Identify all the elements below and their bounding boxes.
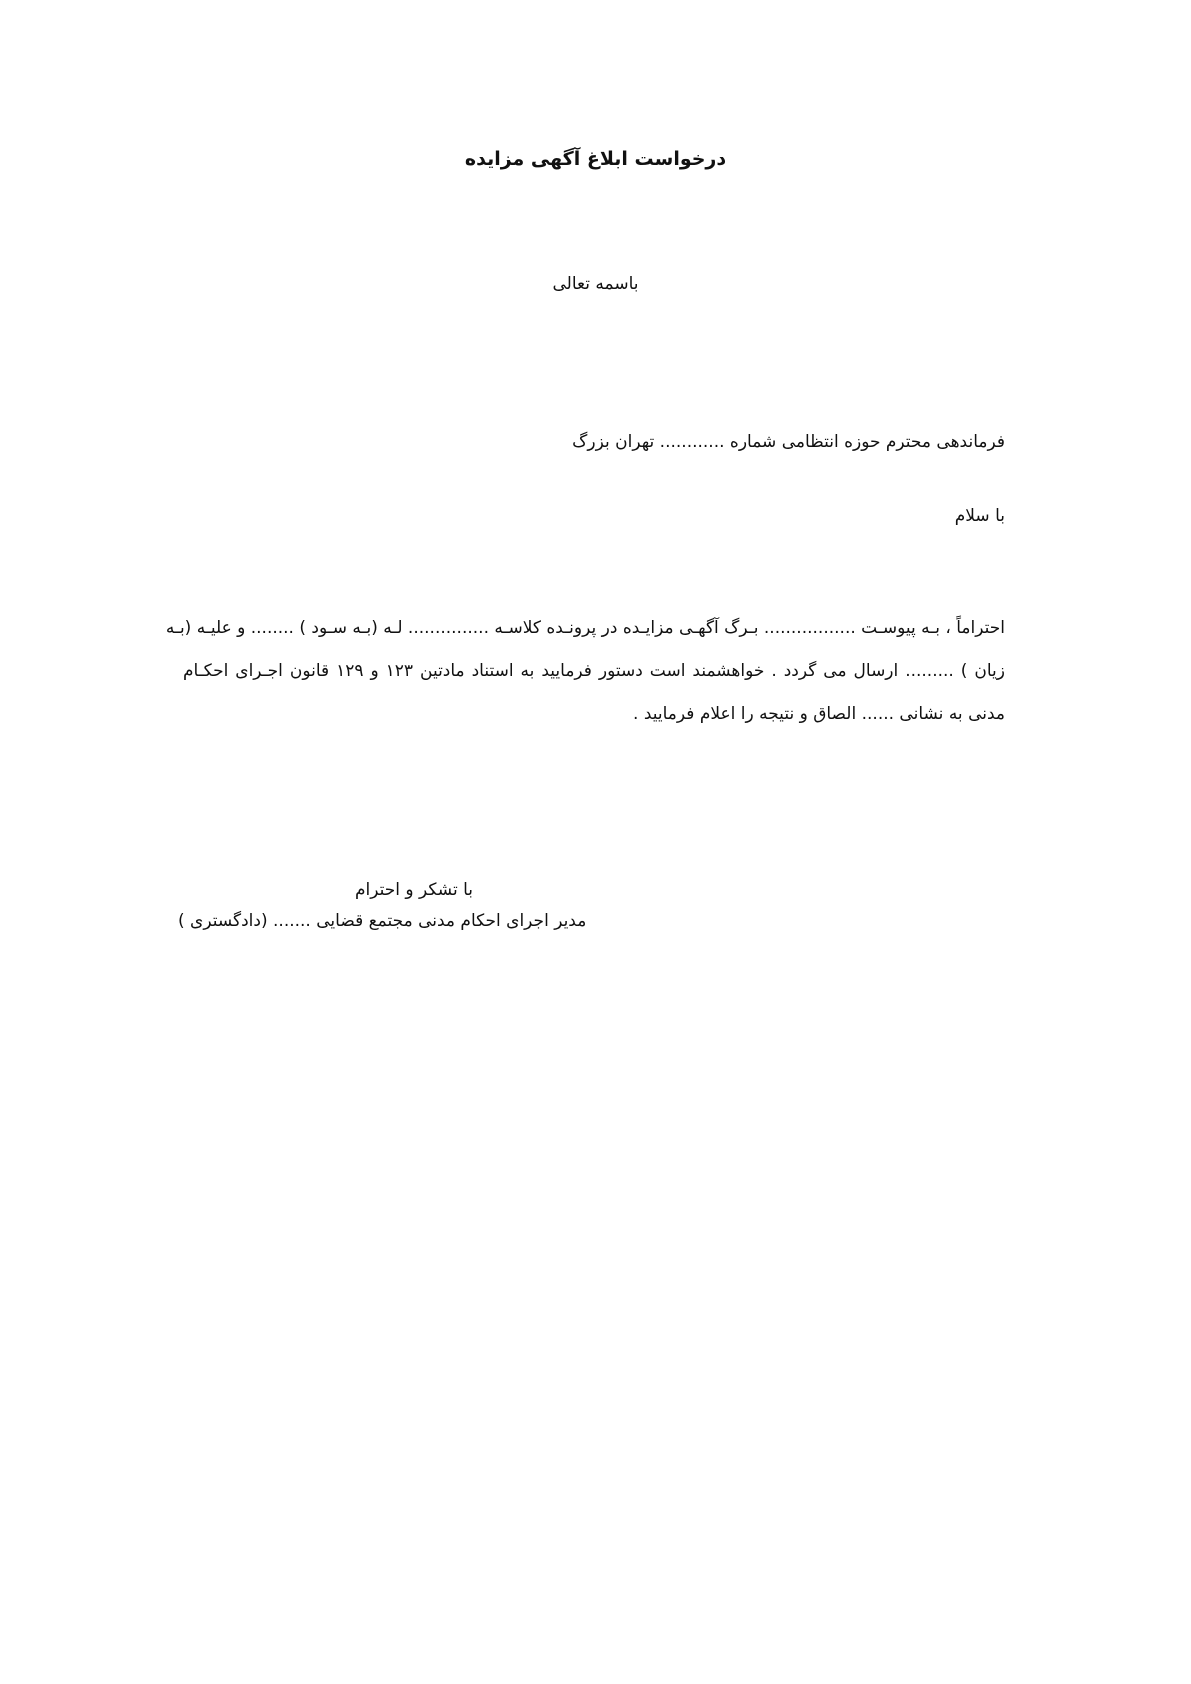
document-title: درخواست ابلاغ آگهی مزایده: [464, 148, 727, 170]
addressee-line: فرماندهی محترم حوزه انتظامی شماره ............ تهران بزرگ: [572, 432, 1005, 452]
signature-line: مدیر اجرای احکام مدنی مجتمع قضایی ....... (دادگستری ): [178, 911, 587, 931]
greeting-line: با سلام: [954, 506, 1005, 526]
closing-line: با تشکر و احترام: [355, 880, 473, 900]
letter-body-line: زیان ) ......... ارسال می گردد . خواهشمند است دستور فرمایید به استناد مادتین ۱۲۳ و ۱۲۹ قانون اجـرای احکـام: [183, 661, 1005, 681]
letter-body-line: احتراماً ، بـه پیوسـت ................. بـرگ آگهـی مزایـده در پرونـده کلاسـه ............... لـه (بـه سـود ) ........ و علیـه (بـه: [165, 618, 1005, 638]
letter-body-line: مدنی به نشانی ...... الصاق و نتیجه را اعلام فرمایید .: [633, 704, 1005, 724]
invocation-line: باسمه تعالی: [552, 274, 639, 294]
letter-body: [165, 607, 1005, 736]
